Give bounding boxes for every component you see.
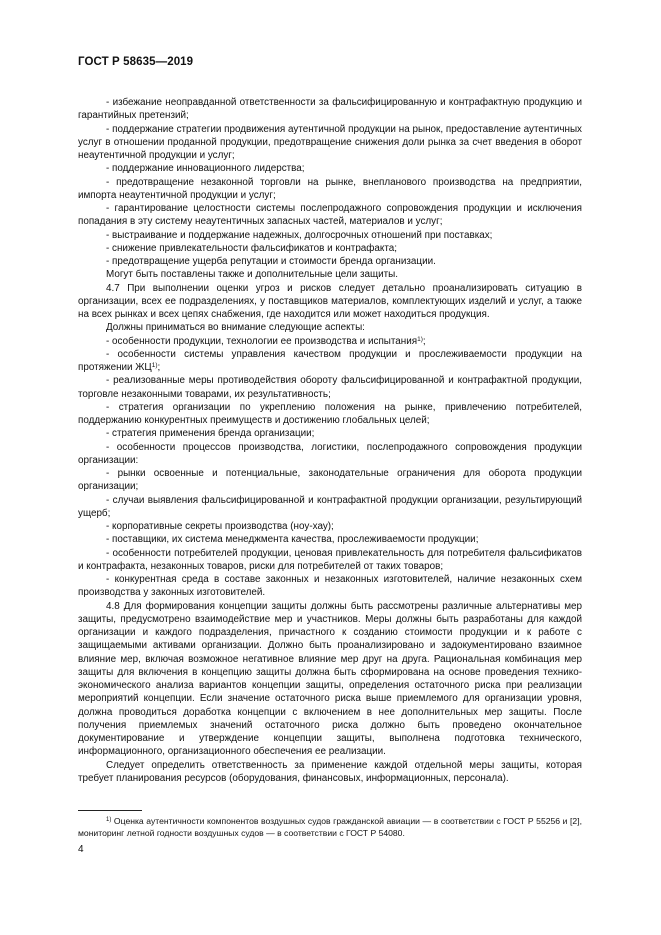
footnote-text: Оценка аутентичности компонентов воздушных судов гражданской авиации — в соответствии с ГОСТ Р 55256 и [2], мониторинг летной годности воздушных судов — в соответствии с ГОСТ Р 54080. [78, 816, 582, 838]
punctuation: ; [157, 362, 161, 373]
footnote-marker: 1) [106, 817, 112, 823]
punctuation: ; [422, 335, 426, 347]
paragraph: - поддержание стратегии продвижения аутентичной продукции на рынок, предоставление аутентичных услуг в отношении проданной продукции, предотвращение снижения доли рынка за счет введения в оборот неаутентичной продукции и услуг; [78, 123, 582, 161]
paragraph: - конкурентная среда в составе законных и незаконных изготовителей, наличие незаконных схем производства у законных изготовителей. [78, 574, 582, 599]
paragraph: - стратегия организации по укреплению положения на рынке, привлечению потребителей, поддержанию конкурентных преимуществ и достижению глобальных целей; [78, 401, 582, 426]
paragraph-with-footnote [78, 335, 582, 348]
footnotes [78, 810, 582, 839]
footnote-ref: 1) [151, 362, 158, 369]
paragraph: - случаи выявления фальсифицированной и контрафактной продукции организации, результирующий ущерб; [78, 494, 582, 519]
paragraph: - гарантирование целостности системы послепродажного сопровождения продукции и исключения попадания в эту систему неаутентичных запасных частей, материалов и услуг; [78, 203, 582, 228]
footnote [78, 815, 582, 839]
paragraph: - поставщики, их система менеджмента качества, прослеживаемости продукции; [106, 534, 479, 546]
paragraph: - предотвращение незаконной торговли на рынке, внепланового производства на предприятии, импорта неаутентичной продукции и услуг; [78, 176, 582, 201]
body-text [78, 96, 582, 785]
paragraph: - особенности процессов производства, логистики, послепродажного сопровождения продукции организации: [78, 441, 582, 466]
paragraph-text: - особенности продукции, технологии ее производства и испытания [106, 335, 418, 347]
paragraph: - выстраивание и поддержание надежных, долгосрочных отношений при поставках; [106, 229, 493, 241]
paragraph: - реализованные меры противодействия обороту фальсифицированной и контрафактной продукции, торговле незаконными товарами, их результативность; [78, 375, 582, 400]
paragraph: - предотвращение ущерба репутации и стоимости бренда организации. [106, 256, 436, 267]
paragraph: Должны приниматься во внимание следующие аспекты: [106, 322, 365, 334]
footnote-ref: 1) [417, 335, 423, 343]
paragraph: Следует определить ответственность за применение каждой отдельной меры защиты, которая требует планирования ресурсов (оборудования, финансовых, информационных, персонала). [78, 759, 582, 784]
section-4-8: 4.8 Для формирования концепции защиты должны быть рассмотрены различные альтернативы мер защиты, предусмотрено взаимодействие мер и участников. Меры должны быть разработаны для каждой организации и каждого подразделения, причастного к созданию стоимости продукции и к работе с защищаемыми активами организации. Должно быть проанализировано и задокументировано взаимное влияние мер, включая возможное негативное влияние мер друг на друга. Рациональная комбинация мер защиты для включения в концепцию защиты должна быть сформирована на основе проведения технико-экономического анализа вариантов концепции защиты, определения остаточного риска при реализации мероприятий концепции. Если значение остаточного риска выше приемлемого для организации уровня, должна проводиться доработка концепции с включением в нее дополнительных мер защиты. После получения приемлемых значений остаточного риска должно быть проведено окончательное документирование и утверждение концепции защиты, выполнена подготовка технического, информационного, организационного обеспечения ее реализации. [78, 600, 582, 758]
paragraph: - рынки освоенные и потенциальные, законодательные ограничения для оборота продукции организации; [78, 468, 582, 493]
paragraph: - снижение привлекательности фальсификатов и контрафакта; [106, 242, 397, 254]
paragraph: - избежание неоправданной ответственности за фальсифицированную и контрафактную продукцию и гарантийных претензий; [78, 97, 582, 122]
paragraph: Могут быть поставлены также и дополнительные цели защиты. [106, 269, 399, 281]
paragraph: - корпоративные секреты производства (ноу-хау); [106, 521, 334, 532]
paragraph: - поддержание инновационного лидерства; [106, 163, 305, 175]
paragraph-with-footnote [78, 348, 582, 375]
paragraph-text: - особенности системы управления качеством продукции и прослеживаемости продукции на протяжении ЖЦ [78, 348, 582, 373]
paragraph: - особенности потребителей продукции, ценовая привлекательность для потребителя фальсификатов и контрафакта, незаконных товаров, риски для потребителей от таких товаров; [78, 547, 582, 572]
page-number: 4 [78, 844, 84, 855]
paragraph: - стратегия применения бренда организации; [106, 428, 315, 440]
footnote-divider [78, 810, 142, 811]
document-header: ГОСТ Р 58635—2019 [78, 56, 194, 68]
section-4-7: 4.7 При выполнении оценки угроз и рисков следует детально проанализировать ситуацию в организации, всех ее подразделениях, у поставщиков материалов, комплектующих изделий и услуг, а также на всех рынках и всех цепях снабжения, где находится или может находиться продукция. [78, 282, 582, 320]
